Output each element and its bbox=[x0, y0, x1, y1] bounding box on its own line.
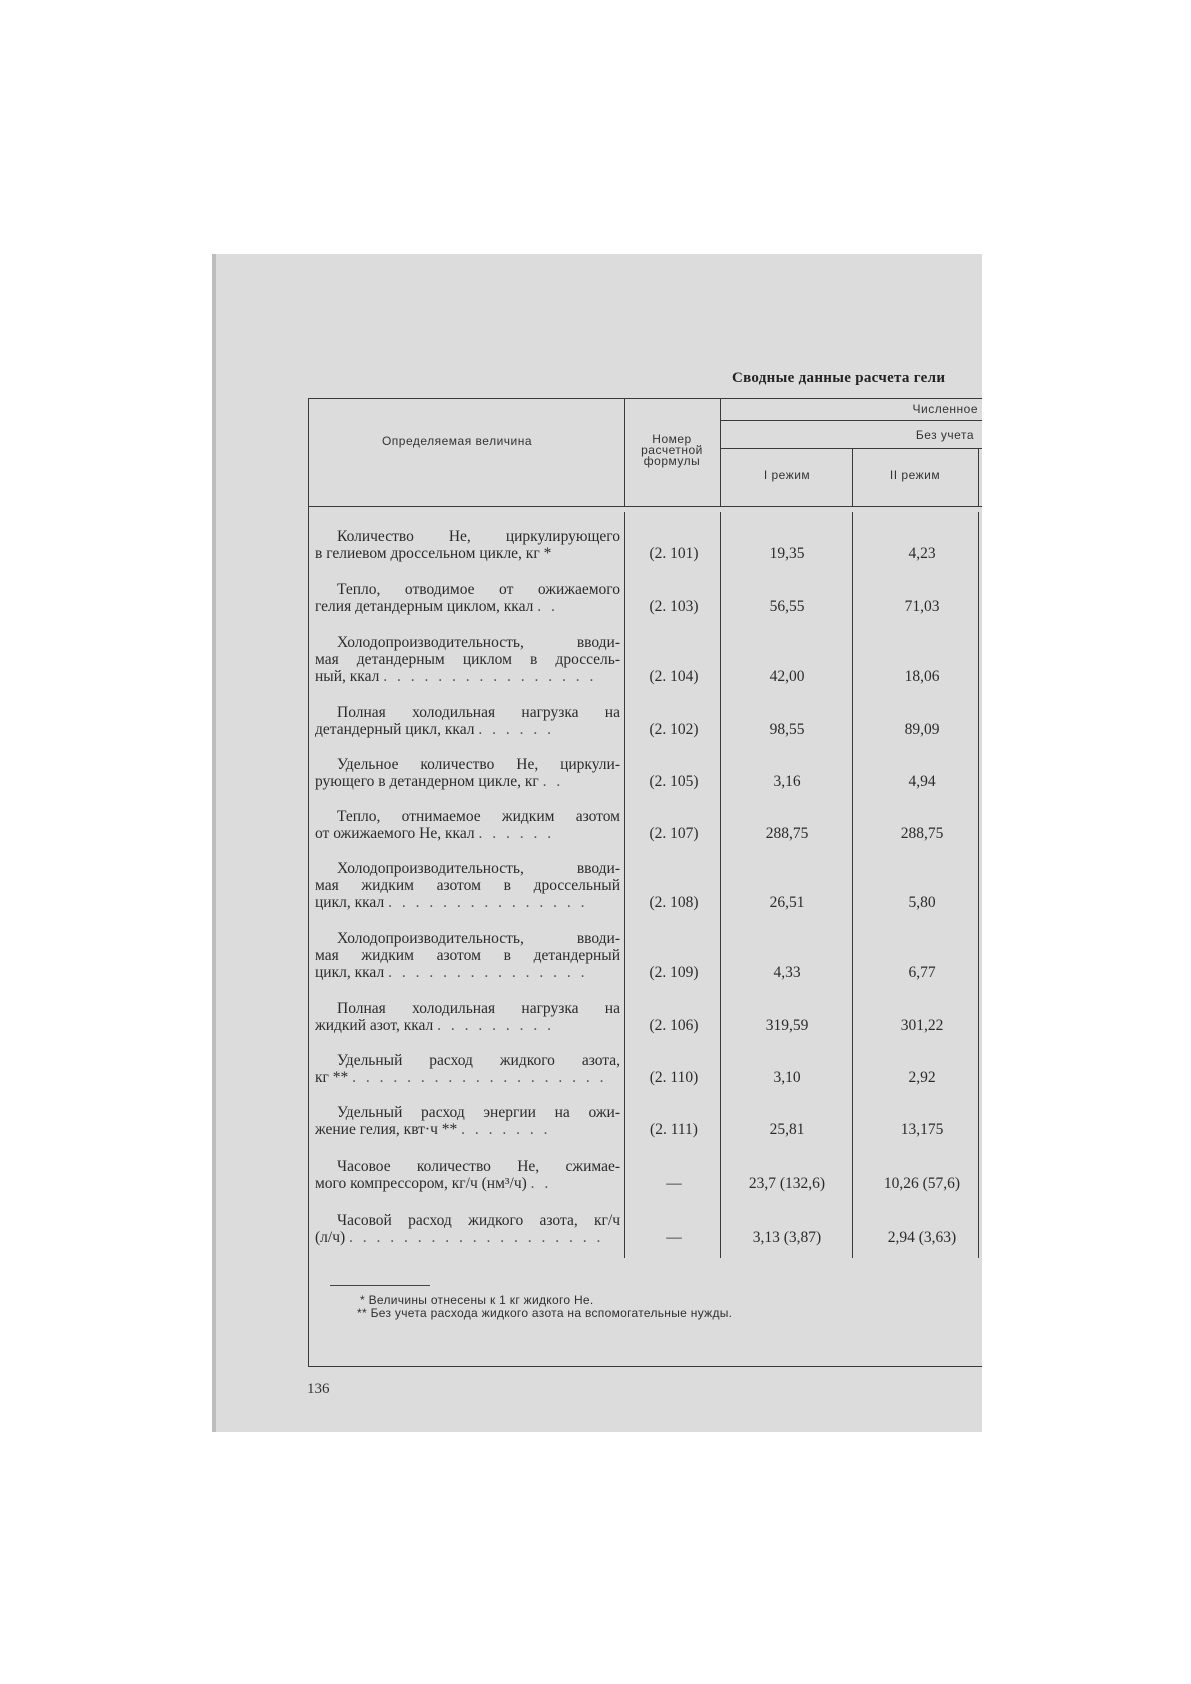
mode1-value: 3,10 bbox=[773, 1069, 801, 1086]
formula-number: — bbox=[666, 1229, 682, 1246]
mode1-value: 98,55 bbox=[769, 721, 805, 738]
description-line: Удельное количество He, циркули- bbox=[337, 756, 620, 773]
mode1-value: 23,7 (132,6) bbox=[748, 1175, 826, 1192]
group-header-rule bbox=[720, 420, 982, 421]
header-numerical: Численное bbox=[912, 402, 978, 416]
row-description bbox=[315, 1212, 620, 1246]
col-divider-header-3 bbox=[852, 448, 853, 506]
col-divider-header-1 bbox=[624, 398, 625, 506]
mode1-value: 56,55 bbox=[769, 598, 805, 615]
mode1-value: 4,33 bbox=[773, 964, 801, 981]
mode2-value: 71,03 bbox=[904, 598, 940, 615]
mode2-value: 4,23 bbox=[908, 545, 936, 562]
mode2-value: 4,94 bbox=[908, 773, 936, 790]
page-number: 136 bbox=[307, 1381, 330, 1397]
description-line: Тепло, отнимаемое жидким азотом bbox=[337, 808, 620, 825]
subgroup-header-rule bbox=[720, 448, 982, 449]
col-divider-header-2 bbox=[720, 398, 721, 506]
table-top-rule bbox=[308, 398, 982, 399]
mode2-value: 2,92 bbox=[908, 1069, 936, 1086]
mode2-value: 5,80 bbox=[908, 894, 936, 911]
formula-number: (2. 102) bbox=[649, 721, 699, 738]
row-description bbox=[315, 1052, 620, 1086]
col-divider-3 bbox=[852, 512, 853, 1258]
mode2-value: 89,09 bbox=[904, 721, 940, 738]
description-line: Удельный расход энергии на ожи- bbox=[337, 1104, 620, 1121]
formula-number: (2. 104) bbox=[649, 668, 699, 685]
description-line: Холодопроизводительность, вводи- bbox=[337, 930, 620, 947]
description-line: цикл, ккал . . . . . . . . . . . . . . . bbox=[315, 964, 588, 981]
row-description bbox=[315, 634, 620, 685]
description-line: Часовое количество He, сжимае- bbox=[337, 1158, 620, 1175]
description-line: от ожижаемого He, ккал . . . . . . bbox=[315, 825, 555, 842]
formula-number: (2. 108) bbox=[649, 894, 699, 911]
formula-number: (2. 106) bbox=[649, 1017, 699, 1034]
scanned-page bbox=[212, 254, 982, 1432]
mode1-value: 19,35 bbox=[769, 545, 805, 562]
description-line: Удельный расход жидкого азота, bbox=[337, 1052, 620, 1069]
mode1-value: 42,00 bbox=[769, 668, 805, 685]
left-border bbox=[308, 398, 309, 1366]
description-line: (л/ч) . . . . . . . . . . . . . . . . . . . bbox=[315, 1229, 604, 1246]
description-line: Полная холодильная нагрузка на bbox=[337, 1000, 620, 1017]
formula-number: (2. 107) bbox=[649, 825, 699, 842]
row-description bbox=[315, 1000, 620, 1034]
mode1-value: 319,59 bbox=[765, 1017, 809, 1034]
description-line: жение гелия, квт·ч ** . . . . . . . bbox=[315, 1121, 551, 1138]
description-line: гелия детандерным циклом, ккал . . bbox=[315, 598, 558, 615]
mode1-value: 3,16 bbox=[773, 773, 801, 790]
header-mode-1: I режим bbox=[763, 468, 811, 482]
description-line: Холодопроизводительность, вводи- bbox=[337, 634, 620, 651]
mode2-value: 13,175 bbox=[900, 1121, 944, 1138]
mode1-value: 288,75 bbox=[765, 825, 809, 842]
col-divider-1 bbox=[624, 512, 625, 1258]
row-description bbox=[315, 930, 620, 981]
header-bottom-rule bbox=[308, 506, 982, 507]
mode2-value: 18,06 bbox=[904, 668, 940, 685]
col-divider-header-4 bbox=[978, 448, 979, 506]
row-description bbox=[315, 756, 620, 790]
description-line: мая детандерным циклом в дроссель- bbox=[315, 651, 620, 668]
description-line: жидкий азот, ккал . . . . . . . . . bbox=[315, 1017, 555, 1034]
description-line: ный, ккал . . . . . . . . . . . . . . . . bbox=[315, 668, 597, 685]
description-line: кг ** . . . . . . . . . . . . . . . . . . . bbox=[315, 1069, 607, 1086]
mode2-value: 288,75 bbox=[900, 825, 944, 842]
description-line: Холодопроизводительность, вводи- bbox=[337, 860, 620, 877]
footnote-1: * Величины отнесены к 1 кг жидкого He. bbox=[360, 1293, 594, 1307]
mode2-value: 6,77 bbox=[908, 964, 936, 981]
formula-number: (2. 109) bbox=[649, 964, 699, 981]
col-divider-2 bbox=[720, 512, 721, 1258]
formula-number: (2. 105) bbox=[649, 773, 699, 790]
description-line: Полная холодильная нагрузка на bbox=[337, 704, 620, 721]
header-formula-number: Номер расчетной формулы bbox=[641, 432, 703, 468]
col-divider-4 bbox=[978, 512, 979, 1258]
formula-number: — bbox=[666, 1175, 682, 1192]
formula-number: (2. 110) bbox=[649, 1069, 699, 1086]
description-line: в гелиевом дроссельном цикле, кг * bbox=[315, 545, 552, 562]
header-quantity: Определяемая величина bbox=[381, 434, 533, 448]
scan-edge-shadow bbox=[212, 254, 216, 1432]
description-line: Количество He, циркулирующего bbox=[337, 528, 620, 545]
mode1-value: 3,13 (3,87) bbox=[752, 1229, 822, 1246]
footnote-2: ** Без учета расхода жидкого азота на вспомогательные нужды. bbox=[357, 1306, 733, 1320]
description-line: мая жидким азотом в дроссельный bbox=[315, 877, 620, 894]
row-description bbox=[315, 1104, 620, 1138]
row-description bbox=[315, 704, 620, 738]
row-description bbox=[315, 528, 620, 562]
description-line: мого компрессором, кг/ч (нм³/ч) . . bbox=[315, 1175, 552, 1192]
header-without-accounting: Без учета bbox=[915, 428, 974, 442]
table-title: Сводные данные расчета гели bbox=[732, 370, 946, 386]
mode2-value: 2,94 (3,63) bbox=[887, 1229, 957, 1246]
description-line: мая жидким азотом в детандерный bbox=[315, 947, 620, 964]
description-line: рующего в детандерном цикле, кг . . bbox=[315, 773, 564, 790]
description-line: цикл, ккал . . . . . . . . . . . . . . . bbox=[315, 894, 588, 911]
description-line: Тепло, отводимое от ожижаемого bbox=[337, 581, 620, 598]
mode1-value: 26,51 bbox=[769, 894, 805, 911]
mode1-value: 25,81 bbox=[769, 1121, 805, 1138]
header-mode-2: II режим bbox=[889, 468, 941, 482]
row-description bbox=[315, 1158, 620, 1192]
formula-number: (2. 103) bbox=[649, 598, 699, 615]
formula-number: (2. 111) bbox=[650, 1121, 698, 1138]
table-bottom-rule bbox=[308, 1366, 982, 1367]
row-description bbox=[315, 581, 620, 615]
description-line: Часовой расход жидкого азота, кг/ч bbox=[337, 1212, 620, 1229]
mode2-value: 301,22 bbox=[900, 1017, 944, 1034]
footnote-rule bbox=[330, 1285, 430, 1286]
mode2-value: 10,26 (57,6) bbox=[883, 1175, 961, 1192]
description-line: детандерный цикл, ккал . . . . . . bbox=[315, 721, 554, 738]
formula-number: (2. 101) bbox=[649, 545, 699, 562]
row-description bbox=[315, 860, 620, 911]
row-description bbox=[315, 808, 620, 842]
